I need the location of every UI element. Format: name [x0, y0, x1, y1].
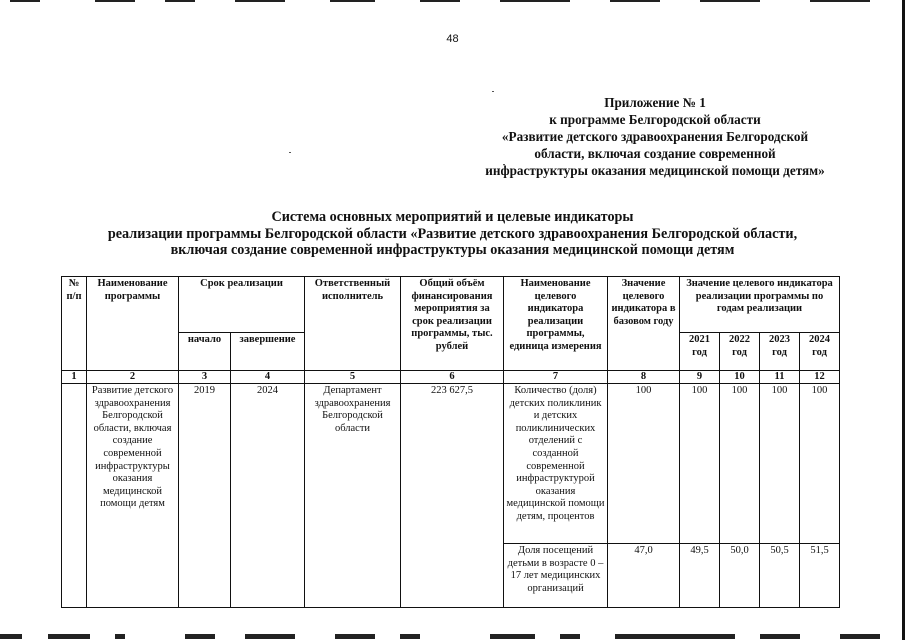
header-executor: Ответственный исполнитель	[305, 277, 401, 371]
title-line: Система основных мероприятий и целевые индикаторы	[271, 209, 634, 225]
header-year-2023: 2023 год	[760, 333, 800, 371]
cell-no	[62, 384, 87, 608]
cell-value-2023: 100	[760, 384, 800, 544]
column-number-row	[62, 371, 840, 384]
scan-artifact-top	[0, 0, 905, 2]
appendix-line: «Развитие детского здравоохранения Белгородской	[501, 129, 809, 144]
column-number: 9	[680, 371, 720, 384]
header-term-start: начало	[179, 333, 231, 371]
header-base-value: Значение целевого индикатора в базовом году	[608, 277, 680, 371]
cell-executor: Департамент здравоохранения Белгородской области	[305, 384, 401, 608]
header-year-2024: 2024 год	[800, 333, 840, 371]
appendix-heading	[440, 94, 870, 179]
cell-term-start: 2019	[179, 384, 231, 608]
header-term: Срок реализации	[179, 277, 305, 333]
cell-indicator-name: Доля посещений детьми в возрасте 0 – 17 лет медицинских организаций	[504, 544, 608, 608]
column-number: 5	[305, 371, 401, 384]
column-number: 4	[231, 371, 305, 384]
title-line: реализации программы Белгородской области «Развитие детского здравоохранения Белгородской области,	[107, 225, 798, 242]
document-title	[40, 209, 865, 259]
column-number: 7	[504, 371, 608, 384]
header-target-value: Значение целевого индикатора реализации программы по годам реализации	[680, 277, 840, 333]
header-year-2022: 2022 год	[720, 333, 760, 371]
cell-base-value: 47,0	[608, 544, 680, 608]
header-no: № п/п	[62, 277, 87, 371]
header-indicator: Наименование целевого индикатора реализации программы, единица измерения	[504, 277, 608, 371]
appendix-line: области, включая создание современной	[534, 146, 776, 161]
cell-indicator-name: Количество (доля) детских поликлиник и детских поликлинических отделений с созданной современной инфраструктурой оказания медицинской помощи детям, процентов	[504, 384, 608, 544]
header-program: Наименование программы	[87, 277, 179, 371]
column-number: 12	[800, 371, 840, 384]
cell-value-2024: 51,5	[800, 544, 840, 608]
column-number: 8	[608, 371, 680, 384]
page-number: 48	[446, 33, 459, 45]
appendix-line: к программе Белгородской области	[549, 112, 761, 127]
column-number: 11	[760, 371, 800, 384]
cell-value-2022: 100	[720, 384, 760, 544]
column-number: 3	[179, 371, 231, 384]
scan-speck	[289, 152, 291, 153]
cell-program-name: Развитие детского здравоохранения Белгородской области, включая создание современной инфраструктуры оказания медицинской помощи детям	[87, 384, 179, 608]
appendix-line: Приложение № 1	[604, 95, 706, 110]
scan-artifact-bottom	[0, 634, 905, 640]
column-number: 1	[62, 371, 87, 384]
header-volume: Общий объём финансирования мероприятия за срок реализации программы, тыс. рублей	[401, 277, 504, 371]
cell-value-2022: 50,0	[720, 544, 760, 608]
cell-value-2021: 49,5	[680, 544, 720, 608]
title-line: включая создание современной инфраструктуры оказания медицинской помощи детям	[170, 242, 735, 258]
scan-speck	[492, 91, 494, 92]
cell-value-2021: 100	[680, 384, 720, 544]
cell-term-end: 2024	[231, 384, 305, 608]
header-year-2021: 2021 год	[680, 333, 720, 371]
column-number: 10	[720, 371, 760, 384]
cell-value-2023: 50,5	[760, 544, 800, 608]
header-term-end: завершение	[231, 333, 305, 371]
cell-volume: 223 627,5	[401, 384, 504, 608]
measures-table	[61, 276, 840, 608]
column-number: 2	[87, 371, 179, 384]
column-number: 6	[401, 371, 504, 384]
cell-value-2024: 100	[800, 384, 840, 544]
appendix-line: инфраструктуры оказания медицинской помощи детям»	[485, 163, 825, 178]
cell-base-value: 100	[608, 384, 680, 544]
table-row	[62, 384, 840, 544]
